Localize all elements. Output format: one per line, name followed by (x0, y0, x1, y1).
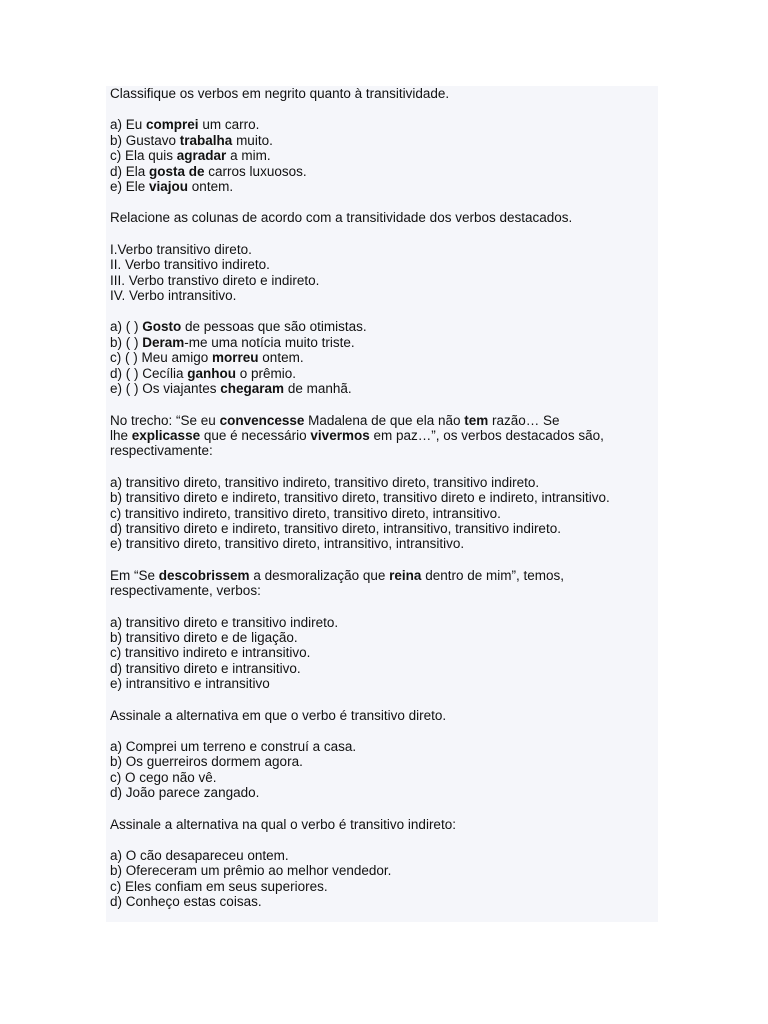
text-line (110, 443, 658, 458)
text-line (110, 536, 658, 551)
text-run: a) ( ) (110, 319, 143, 335)
text-run: a mim. (226, 148, 271, 164)
highlighted-verb: morreu (212, 350, 259, 366)
text-run: razão… Se (488, 412, 560, 428)
text-run: d) transitivo direto e intransitivo. (110, 660, 301, 676)
text-line (110, 754, 658, 769)
paragraph-gap (110, 552, 658, 568)
text-block (110, 319, 658, 396)
text-block (110, 817, 658, 832)
text-run: Relacione as colunas de acordo com a transitividade dos verbos destacados. (110, 210, 573, 226)
text-block (110, 117, 658, 194)
text-line (110, 879, 658, 894)
text-line (110, 288, 658, 303)
text-run: e) Ele (110, 179, 150, 195)
exercise-content (106, 86, 658, 922)
text-run: III. Verbo transtivo direto e indireto. (110, 272, 320, 288)
highlighted-verb: descobrissem (158, 567, 250, 583)
text-run: que é necessário (200, 427, 311, 443)
text-line (110, 676, 658, 691)
highlighted-verb: explicasse (131, 427, 201, 443)
text-line (110, 848, 658, 863)
paragraph-gap (110, 303, 658, 319)
text-line (110, 894, 658, 909)
text-block (110, 210, 658, 225)
text-run: No trecho: “Se eu (110, 412, 220, 428)
text-line (110, 615, 658, 630)
paragraph-gap (110, 101, 658, 117)
text-line (110, 630, 658, 645)
highlighted-verb: comprei (146, 117, 199, 133)
text-block (110, 242, 658, 304)
text-run: d) ( ) Cecília (110, 365, 188, 381)
text-line (110, 86, 658, 101)
text-run: Madalena de que ela não (304, 412, 465, 428)
paragraph-gap (110, 459, 658, 475)
text-run: de pessoas que são otimistas. (181, 319, 367, 335)
paragraph-gap (110, 599, 658, 615)
text-run: b) Ofereceram um prêmio ao melhor vendedor. (110, 863, 392, 879)
highlighted-verb: ganhou (187, 365, 237, 381)
text-run: c) Ela quis (110, 148, 177, 164)
text-line (110, 366, 658, 381)
text-line (110, 257, 658, 272)
text-line (110, 521, 658, 536)
highlighted-verb: reina (389, 567, 422, 583)
text-line (110, 770, 658, 785)
text-run: d) Conheço estas coisas. (110, 894, 262, 910)
text-run: ontem. (188, 179, 234, 195)
text-block (110, 413, 658, 459)
text-run: c) transitivo indireto e intransitivo. (110, 645, 311, 661)
text-run: -me uma notícia muito triste. (184, 334, 355, 350)
text-line (110, 319, 658, 334)
paragraph-gap (110, 801, 658, 817)
text-line (110, 117, 658, 132)
text-line (110, 785, 658, 800)
text-run: a) Comprei um terreno e construí a casa. (110, 739, 357, 754)
highlighted-verb: trabalha (179, 132, 233, 148)
text-run: d) João parece zangado. (110, 785, 260, 801)
text-line (110, 164, 658, 179)
paragraph-gap (110, 692, 658, 708)
text-line (110, 350, 658, 365)
highlighted-verb: viajou (149, 179, 189, 195)
text-line (110, 413, 658, 428)
text-run: c) transitivo indireto, transitivo direto, transitivo direto, intransitivo. (110, 505, 501, 521)
text-line (110, 273, 658, 288)
highlighted-verb: convencesse (219, 412, 305, 428)
text-run: muito. (232, 132, 273, 148)
text-line (110, 583, 658, 598)
text-run: a) Eu (110, 117, 147, 133)
text-run: em paz…”, os verbos destacados são, (369, 427, 604, 443)
highlighted-verb: agradar (176, 148, 227, 164)
text-run: a) transitivo direto, transitivo indireto, transitivo direto, transitivo indireto. (110, 474, 540, 490)
text-block (110, 86, 658, 101)
text-run: Assinale a alternativa na qual o verbo é transitivo indireto: (110, 816, 456, 832)
text-run: II. Verbo transitivo indireto. (110, 257, 270, 273)
text-line (110, 863, 658, 878)
text-run: b) Gustavo (110, 132, 180, 148)
text-line (110, 817, 658, 832)
text-line (110, 475, 658, 490)
text-block (110, 568, 658, 599)
text-run: e) transitivo direto, transitivo direto, intransitivo, intransitivo. (110, 536, 465, 552)
highlighted-verb: Deram (142, 334, 185, 350)
text-line (110, 210, 658, 225)
text-run: c) ( ) Meu amigo (110, 350, 213, 366)
text-block (110, 848, 658, 910)
text-run: b) ( ) (110, 334, 143, 350)
text-run: um carro. (198, 117, 260, 133)
text-run: e) intransitivo e intransitivo (110, 676, 270, 692)
text-run: c) Eles confiam em seus superiores. (110, 878, 328, 894)
highlighted-verb: vivermos (310, 427, 370, 443)
text-run: b) transitivo direto e indireto, transitivo direto, transitivo direto e indireto, intransitivo. (110, 490, 610, 506)
text-line (110, 179, 658, 194)
highlighted-verb: Gosto (142, 319, 182, 335)
text-line (110, 133, 658, 148)
text-run: respectivamente, verbos: (110, 583, 261, 599)
text-run: o prêmio. (236, 365, 297, 381)
highlighted-verb: chegaram (220, 381, 285, 397)
text-line (110, 381, 658, 396)
text-line (110, 568, 658, 583)
paragraph-gap (110, 832, 658, 848)
text-run: a desmoralização que (249, 567, 390, 583)
text-block (110, 708, 658, 723)
text-run: lhe (110, 427, 132, 443)
paragraph-gap (110, 226, 658, 242)
text-block (110, 475, 658, 552)
text-run: respectivamente: (110, 443, 213, 459)
text-run: b) Os guerreiros dormem agora. (110, 754, 303, 770)
text-line (110, 335, 658, 350)
text-line (110, 739, 658, 754)
text-line (110, 661, 658, 676)
paragraph-gap (110, 194, 658, 210)
text-line (110, 148, 658, 163)
text-run: a) O cão desapareceu ontem. (110, 848, 289, 864)
text-run: Em “Se (110, 567, 159, 583)
text-line (110, 708, 658, 723)
text-run: carros luxuosos. (204, 163, 307, 179)
text-run: d) Ela (110, 163, 150, 179)
text-run: Assinale a alternativa em que o verbo é transitivo direto. (110, 707, 447, 723)
highlighted-verb: tem (464, 412, 489, 428)
text-run: Classifique os verbos em negrito quanto à transitividade. (110, 86, 450, 101)
text-run: IV. Verbo intransitivo. (110, 288, 237, 304)
highlighted-verb: gosta de (149, 163, 205, 179)
text-run: de manhã. (284, 381, 352, 397)
paragraph-gap (110, 723, 658, 739)
text-run: dentro de mim”, temos, (421, 567, 564, 583)
text-line (110, 506, 658, 521)
text-run: ontem. (258, 350, 304, 366)
text-block (110, 739, 658, 801)
text-run: e) ( ) Os viajantes (110, 381, 221, 397)
text-line (110, 490, 658, 505)
text-line (110, 645, 658, 660)
text-run: c) O cego não vê. (110, 769, 217, 785)
text-line (110, 242, 658, 257)
text-block (110, 615, 658, 692)
text-line (110, 428, 658, 443)
text-run: I.Verbo transitivo direto. (110, 241, 252, 257)
paragraph-gap (110, 397, 658, 413)
text-run: d) transitivo direto e indireto, transitivo direto, intransitivo, transitivo indireto. (110, 520, 561, 536)
text-run: b) transitivo direto e de ligação. (110, 629, 298, 645)
text-run: a) transitivo direto e transitivo indireto. (110, 614, 339, 630)
